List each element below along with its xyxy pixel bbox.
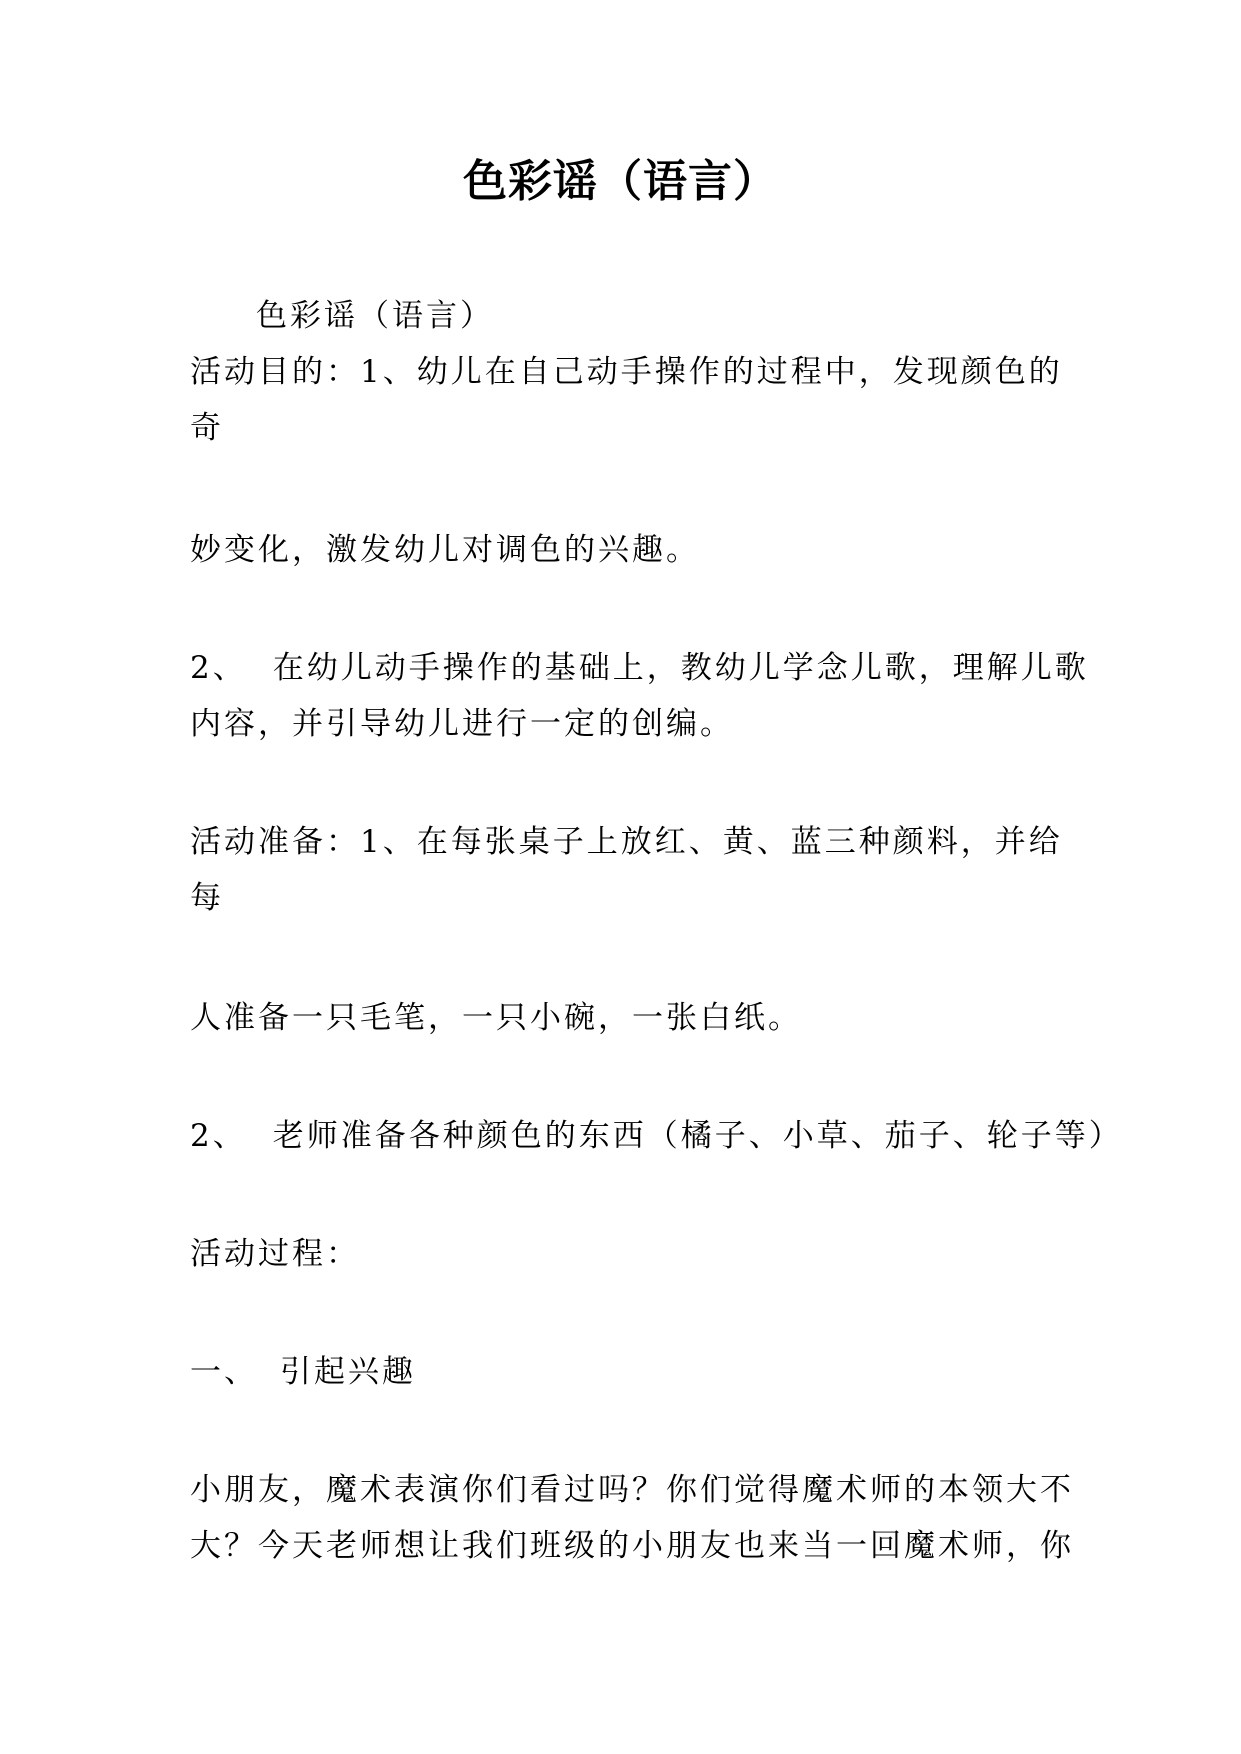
section-marker: 一、 bbox=[190, 1354, 258, 1390]
subtitle-line: 色彩谣（语言） bbox=[256, 298, 494, 334]
text-line: 大？今天老师想让我们班级的小朋友也来当一回魔术师，你 bbox=[190, 1528, 1074, 1564]
text-line: 奇 bbox=[190, 410, 224, 446]
list-marker: 2、 bbox=[190, 1118, 247, 1154]
text-line: 人准备一只毛笔，一只小碗，一张白纸。 bbox=[190, 1000, 802, 1036]
text-line: 每 bbox=[190, 880, 224, 916]
text-line: 活动过程： bbox=[190, 1236, 360, 1272]
list-item-text: 老师准备各种颜色的东西（橘子、小草、茄子、轮子等） bbox=[272, 1118, 1123, 1154]
text-line: 小朋友，魔术表演你们看过吗？你们觉得魔术师的本领大不 bbox=[190, 1472, 1074, 1508]
text-line: 活动目的：1、幼儿在自己动手操作的过程中，发现颜色的 bbox=[190, 354, 1063, 390]
list-item-text: 在幼儿动手操作的基础上，教幼儿学念儿歌，理解儿歌 bbox=[272, 650, 1089, 686]
text-line: 内容，并引导幼儿进行一定的创编。 bbox=[190, 706, 734, 742]
list-marker: 2、 bbox=[190, 650, 247, 686]
section-heading bbox=[190, 1352, 1060, 1392]
section-heading-text: 引起兴趣 bbox=[280, 1354, 416, 1390]
list-item-line bbox=[190, 1116, 1123, 1156]
list-item-line bbox=[190, 648, 1089, 688]
document-title: 色彩谣（语言） bbox=[463, 156, 778, 207]
text-line: 妙变化，激发幼儿对调色的兴趣。 bbox=[190, 532, 700, 568]
text-line: 活动准备：1、在每张桌子上放红、黄、蓝三种颜料，并给 bbox=[190, 824, 1063, 860]
